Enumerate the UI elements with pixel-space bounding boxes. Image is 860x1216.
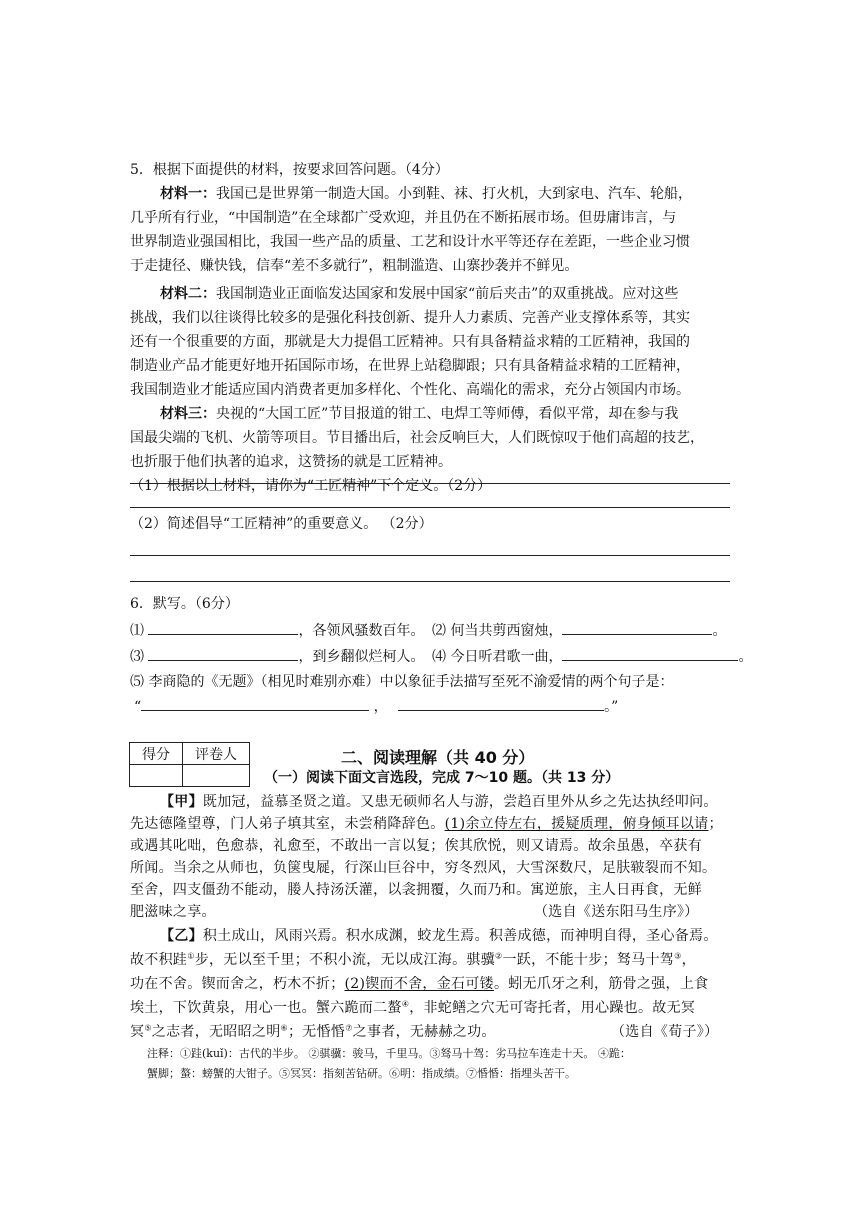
footnote-ref-3: ③ [674,951,682,961]
material-3-line-3: 也折服于他们执著的追求，这赞扬的就是工匠精神。 [130,454,452,470]
grader-cell[interactable] [183,765,250,787]
q5-sub2-answer-line-1[interactable] [130,555,730,556]
material-2-text: 我国制造业正面临发达国家和发展中国家“前后夹击”的双重挑战。应对这些 [216,286,679,302]
footnote-ref-1: ① [187,951,195,961]
material-1-line-1 [160,184,692,204]
passage-yi-text-4b: ，非蛇鳝之穴无可寄托者，用心躁也。故无冥 [409,1000,696,1016]
passage-jia-line-6: 肥滋味之享。 [130,904,216,920]
q6-open-quote: “ [134,699,142,715]
passage-jia-line-2 [130,814,723,834]
score-header: 得分 [130,743,183,765]
score-table [129,742,250,787]
passage-jia-line-4: 所闻。当余之从师也，负箧曳屣，行深山巨谷中，穷冬烈风，大雪深数尺，足肤皲裂而不知。 [130,860,717,876]
section-2-subtitle: （一）阅读下面文言选段，完成 7～10 题。（共 13 分） [264,770,620,786]
q6-item-5: ⑸ 李商隐的《无题》（相见时难别亦难）中以象征手法描写至死不渝爱情的两个句子是： [130,674,674,690]
passage-yi-line-4 [130,998,695,1018]
passage-jia-label: 【甲】 [160,794,203,810]
q6-blank-1[interactable] [148,620,298,635]
q5-sub1-answer-line-2[interactable] [130,507,730,508]
q6-close-quote: 。” [604,699,619,715]
q6-item-4-number: ⑷ [432,649,446,665]
material-3-line-1 [160,404,678,424]
passage-jia-text-2-end: ； [708,816,723,832]
section-2-title: 二、阅读理解（共 40 分） [341,748,535,767]
q6-item-1-number: ⑴ [130,623,144,639]
material-1-line-3: 世界制造业强国相比，我国一些产品的质量、工艺和设计水平等还存在差距，一些企业习惯 [130,234,690,250]
notes-line-2: 蟹脚；螯：螃蟹的大钳子。⑤冥冥：指刻苦钻研。⑥明：指成绩。⑦惛惛：指埋头苦干。 [147,1067,576,1080]
q6-blank-5b[interactable] [398,696,604,711]
q6-item-2-text: 何当共剪西窗烛， [450,623,563,639]
q6-item-3 [130,646,424,667]
q6-item-5-answer [134,696,618,717]
passage-yi-text-5c: ；无惛惛 [287,1024,346,1040]
material-2-line-1 [160,284,678,304]
material-3-text: 央视的“大国工匠”节目报道的钳工、电焊工等师傅，看似平常，却在参与我 [216,406,679,422]
q6-blank-5a[interactable] [141,696,369,711]
passage-yi-line-2 [130,950,696,970]
passage-yi-text-5b: 之志者，无昭昭之明 [151,1024,281,1040]
passage-yi-label: 【乙】 [160,928,203,944]
material-1-text: 我国已是世界第一制造大国。小到鞋、袜、打火机，大到家电、汽车、轮船， [216,186,692,202]
footnote-ref-6: ⑥ [280,1023,288,1033]
material-1-label: 材料一： [160,186,216,202]
passage-yi-text-2a: 故不积跬 [130,952,188,968]
footnote-ref-7: ⑦ [345,1023,353,1033]
material-1-line-2: 几乎所有行业，“中国制造”在全球都广受欢迎，并且仍在不断拓展市场。但毋庸讳言，与 [130,210,677,226]
q6-blank-3[interactable] [148,646,298,661]
q6-item-1 [130,620,424,641]
passage-yi-text-3a: 功在不舍。锲而舍之，朽木不折； [130,976,345,992]
passage-jia-underlined-1: (1)余立侍左右，援疑质理，俯身倾耳以请 [444,816,709,832]
q6-item-4 [432,646,752,667]
q6-blank-2[interactable] [562,620,712,635]
q6-item-4-end: 。 [738,649,753,665]
q5-title: 5．根据下面提供的材料，按要求回答问题。（4分） [130,162,449,178]
passage-jia-line-1 [160,792,718,812]
passage-yi-text-1: 积土成山，风雨兴焉。积水成渊，蛟龙生焉。积善成德，而神明自得，圣心备焉。 [202,928,718,944]
footnote-ref-2: ② [495,951,503,961]
q6-item-3-text: ，到乡翻似烂柯人。 [298,649,425,665]
passage-yi-line-5 [130,1022,496,1042]
q6-blank-4[interactable] [562,646,738,661]
passage-yi-source: （选自《荀子》） [611,1024,719,1040]
q6-item-2-end: 。 [712,623,727,639]
passage-yi-text-3b: 。蚓无爪牙之利，筋骨之强，上食 [493,976,709,992]
passage-jia-source: （选自《送东阳马生序》） [534,904,699,920]
passage-yi-line-3 [130,974,708,994]
grader-header: 评卷人 [183,743,250,765]
passage-yi-line-1 [160,926,718,946]
q6-title: 6．默写。（6分） [130,596,239,612]
passage-jia-line-5: 至舍，四支僵劲不能动，媵人持汤沃灌，以衾拥覆，久而乃和。寓逆旅，主人日再食，无鲜 [130,882,702,898]
q6-item-2 [432,620,726,641]
material-1-line-4: 于走捷径、赚快钱，信奉“差不多就行”，粗制滥造、山寨抄袭并不鲜见。 [130,258,579,274]
q6-item-2-number: ⑵ [432,623,446,639]
q5-sub2-answer-line-2[interactable] [130,581,730,582]
passage-yi-text-4a: 埃土，下饮黄泉，用心一也。蟹六跪而二螯 [130,1000,402,1016]
footnote-ref-4: ④ [401,999,410,1009]
material-3-line-2: 国最尖端的飞机、火箭等项目。节目播出后，社会反响巨大，人们既惊叹于他们高超的技艺， [130,430,704,446]
q6-item-1-text: ，各领风骚数百年。 [298,623,425,639]
q6-comma: ， [373,699,388,715]
q5-sub1-answer-line-1[interactable] [130,483,730,484]
q5-sub2-prompt: （2）简述倡导“工匠精神”的重要意义。 （2分） [130,516,433,532]
passage-yi-text-5d: 之事者，无赫赫之功。 [352,1024,496,1040]
material-2-line-4: 制造业产品才能更好地开拓国际市场，在世界上站稳脚跟；只有具备精益求精的工匠精神， [130,358,690,374]
passage-yi-text-2d: ， [681,952,696,968]
material-2-line-3: 还有一个很重要的方面，那就是大力提倡工匠精神。只有具备精益求精的工匠精神，我国的 [130,334,690,350]
passage-yi-text-2b: 步，无以至千里；不积小流，无以成江海。骐骥 [194,952,495,968]
material-2-line-5: 我国制造业才能适应国内消费者更加多样化、个性化、高端化的需求，充分占领国内市场。 [130,382,690,398]
material-2-line-2: 挑战，我们以往谈得比较多的是强化科技创新、提升人力素质、完善产业支撑体系等，其实 [130,310,690,326]
q5-sub1-prompt: （1）根据以上材料，请你为“工匠精神”下个定义。（2分） [130,478,492,494]
score-cell[interactable] [130,765,183,787]
q6-item-3-number: ⑶ [130,649,144,665]
passage-yi-text-5a: 冥 [130,1024,145,1040]
passage-yi-text-2c: 一跃，不能十步；驽马十驾 [502,952,675,968]
material-3-label: 材料三： [160,406,216,422]
material-2-label: 材料二： [160,286,216,302]
notes-line-1: 注释：①跬(kuǐ)：古代的半步。 ②骐骥：骏马，千里马。③驽马十驾：劣马拉车连走十天。 ④跪： [147,1047,631,1060]
passage-yi-underlined-2: (2)锲而不舍，金石可镂 [344,976,494,992]
passage-jia-line-3: 或遇其叱咄，色愈恭，礼愈至，不敢出一言以复；俟其欣悦，则又请焉。故余虽愚，卒获有 [130,838,702,854]
footnote-ref-5: ⑤ [144,1023,152,1033]
passage-jia-text-2: 先达德隆望尊，门人弟子填其室，未尝稍降辞色。 [130,816,445,832]
passage-jia-text-1: 既加冠，益慕圣贤之道。又患无硕师名人与游，尝趋百里外从乡之先达执经叩问。 [202,794,718,810]
q6-item-4-text: 今日听君歌一曲， [450,649,563,665]
